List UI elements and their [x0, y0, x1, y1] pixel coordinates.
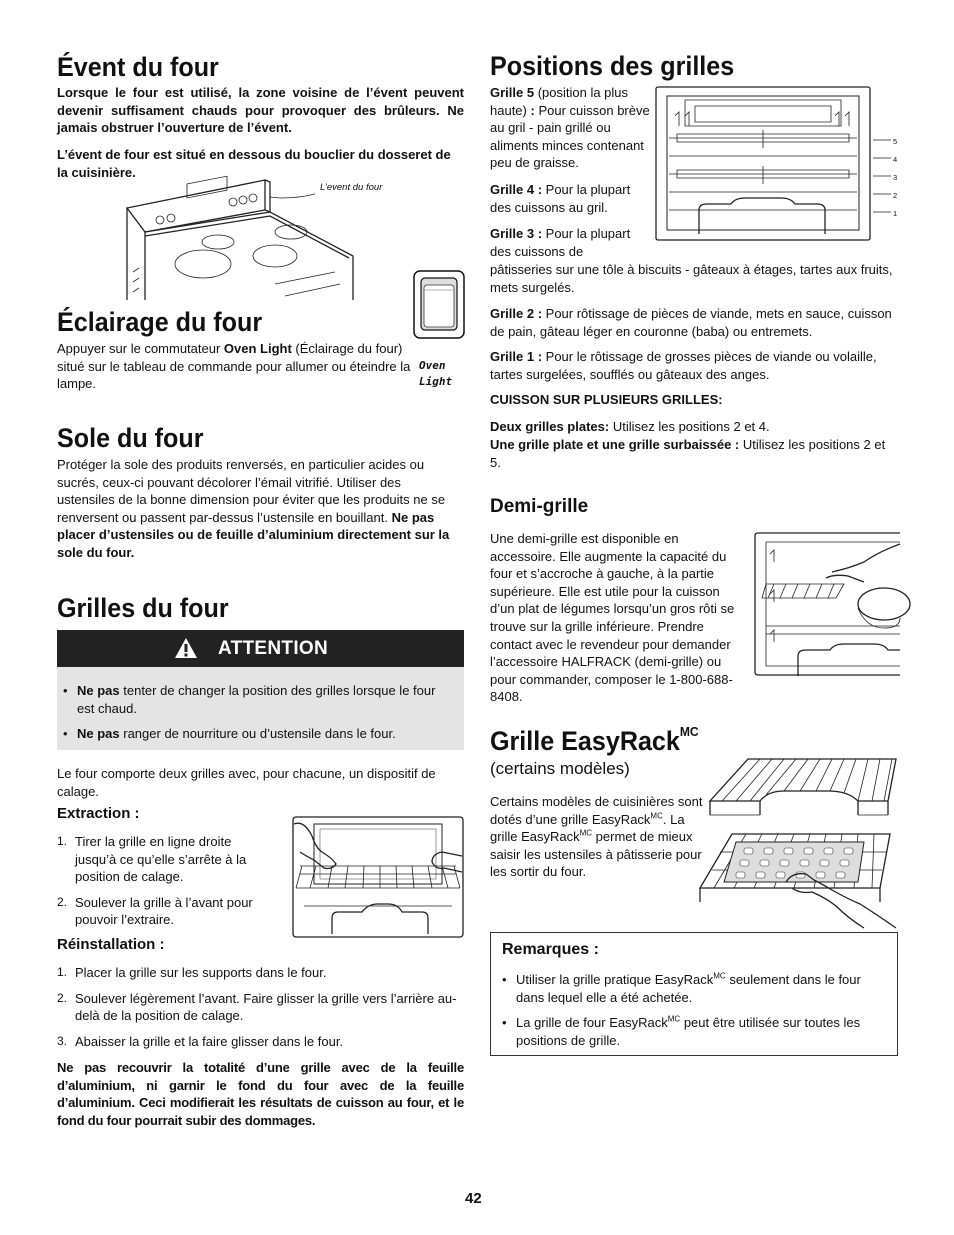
reinstall-title: Réinstallation :: [57, 936, 165, 953]
multi-rack-flat: Deux grilles plates: Utilisez les positions 2 et 4.: [490, 419, 770, 434]
grille-1-text: Grille 1 : Pour le rôtissage de grosses pièces de viande ou volaille, tartes surgelées, soufflés ou gâteaux des anges.: [490, 349, 877, 382]
attention-banner: [57, 630, 464, 667]
extraction-title: Extraction :: [57, 805, 140, 822]
extraction-steps: [57, 833, 272, 937]
remarques-list: [502, 971, 882, 1057]
oven-light-label: Oven Light: [419, 359, 453, 388]
easyrack-top-illustration: [708, 757, 900, 827]
easyrack-title: Grille EasyRack$^{MC}$: [490, 724, 699, 756]
grilles-title: Grilles du four: [57, 593, 229, 623]
list-item: 3. Abaisser la grille et la faire glisser dans le four.: [57, 1033, 344, 1049]
warning-icon: [174, 637, 198, 659]
event-paragraph-1: Lorsque le four est utilisé, la zone voisine de l’évent peuvent devenir suffisament chauds pour provoquer des brûleurs. Ne jamais obstruer l’ouverture de l’évent.: [57, 85, 464, 136]
multi-rack-title: CUISSON SUR PLUSIEURS GRILLES:: [490, 392, 723, 407]
reinstall-steps: [57, 964, 457, 1058]
rack-position-numbers: 5 4 3 2 1: [893, 137, 898, 218]
list-item: 1. Placer la grille sur les supports dans le four.: [57, 965, 327, 980]
demi-paragraph: Une demi-grille est disponible en accessoire. Elle augmente la capacité du four et s’accroche à gauche, à la partie supérieure. Elle est utile pour la cuisson d’un plat de légumes lorsqu’un gros rôti se trouve sur la grille inférieure. Prendre contact avec le revendeur pour demander l’accessoire HALFRACK (demi-grille) ou pour commander, composer le 1-800-688-8408.: [490, 531, 735, 705]
easyrack-subtitle: (certains modèles): [490, 759, 630, 778]
rack-extraction-illustration: [292, 816, 464, 938]
grille-4-text: Grille 4 : Pour la plupart des cuissons au gril.: [490, 182, 631, 215]
grille-2-text: Grille 2 : Pour rôtissage de pièces de viande, mets en sauce, cuisson de pain, gâteau léger en couronne (baba) ou entremets.: [490, 306, 892, 339]
page-number: 42: [465, 1190, 482, 1207]
attention-label: ATTENTION: [218, 638, 329, 659]
event-paragraph-2: L’évent de four est situé en dessous du bouclier du dosseret de la cuisinière.: [57, 147, 451, 180]
list-item: 2. Soulever la grille à l’avant pour pouvoir l’extraire.: [57, 894, 253, 928]
multi-rack-mixed: Une grille plate et une grille surbaissée : Utilisez les positions 2 et 5.: [490, 437, 886, 470]
warning-list: [63, 682, 453, 751]
list-item: • La grille de four EasyRack$^{MC}$ peut être utilisée sur toutes les positions de grille.: [502, 1014, 861, 1048]
event-title: Évent du four: [57, 52, 219, 82]
eclairage-paragraph: Appuyer sur le commutateur Oven Light (Éclairage du four) situé sur le tableau de commande pour allumer ou éteindre la lampe.: [57, 341, 411, 392]
remarques-title: Remarques :: [502, 941, 599, 958]
warning-item: • Ne pas ranger de nourriture ou d’ustensile dans le four.: [63, 726, 396, 741]
grille-5-text: Grille 5 (position la plus haute) : Pour cuisson brève au gril - pain grillé ou aliments minces contenant peu de graisse.: [490, 85, 650, 171]
positions-title: Positions des grilles: [490, 51, 735, 81]
sole-paragraph: Protéger la sole des produits renversés, en particulier acides ou sucrés, ceux-ci pouvant décolorer l’émail vitrifié. Utiliser des ustensiles de la bonne dimension pour éviter que les produits ne se renversent ou passent par-dessus l’ustensile en bouillant. Ne pas placer d’ustensiles ou de feuille d’aluminium directement sur la sole du four.: [57, 457, 450, 560]
sole-title: Sole du four: [57, 423, 204, 453]
remarques-box: [490, 932, 898, 1056]
list-item: 1. Tirer la grille en ligne droite jusqu’à ce qu’elle s’arrête à la position de calage.: [57, 834, 247, 885]
grille-3-text-b: pâtisseries sur une tôle à biscuits - gâteaux à étages, tartes aux fruits, mets surgelés.: [490, 262, 893, 295]
grilles-intro: Le four comporte deux grilles avec, pour chacune, un dispositif de calage.: [57, 766, 436, 799]
attention-box: [57, 667, 464, 750]
oven-light-switch-icon: [413, 270, 465, 340]
list-item: 2. Soulever légèrement l’avant. Faire glisser la grille vers l’arrière au-delà de la position de calage.: [57, 990, 457, 1024]
list-item: • Utiliser la grille pratique EasyRack$^{MC}$ seulement dans le four dans lequel elle a été achetée.: [502, 971, 861, 1005]
event-figure-label: L’event du four: [320, 182, 383, 193]
final-warning: Ne pas recouvrir la totalité d’une grille avec de la feuille d’aluminium, ni garnir le fond du four avec de la feuille d’aluminium. Ceci modifierait les résultats de cuisson au four, et le fond du four pourrait subir des dommages.: [57, 1060, 464, 1128]
warning-item: • Ne pas tenter de changer la position des grilles lorsque le four est chaud.: [63, 683, 436, 716]
easyrack-bottom-illustration: [696, 832, 902, 930]
easyrack-paragraph: Certains modèles de cuisinières sont dotés d’une grille EasyRack$^{MC}$. La grille EasyRack$^{MC}$ permet de mieux saisir les ustensiles à pâtisserie pour les sortir du four.: [490, 794, 703, 880]
half-rack-illustration: [754, 532, 900, 676]
rack-positions-illustration: [655, 86, 905, 242]
demi-title: Demi-grille: [490, 496, 589, 517]
eclairage-title: Éclairage du four: [57, 307, 263, 337]
grille-3-text-a: Grille 3 : Pour la plupart des cuissons de: [490, 226, 631, 259]
